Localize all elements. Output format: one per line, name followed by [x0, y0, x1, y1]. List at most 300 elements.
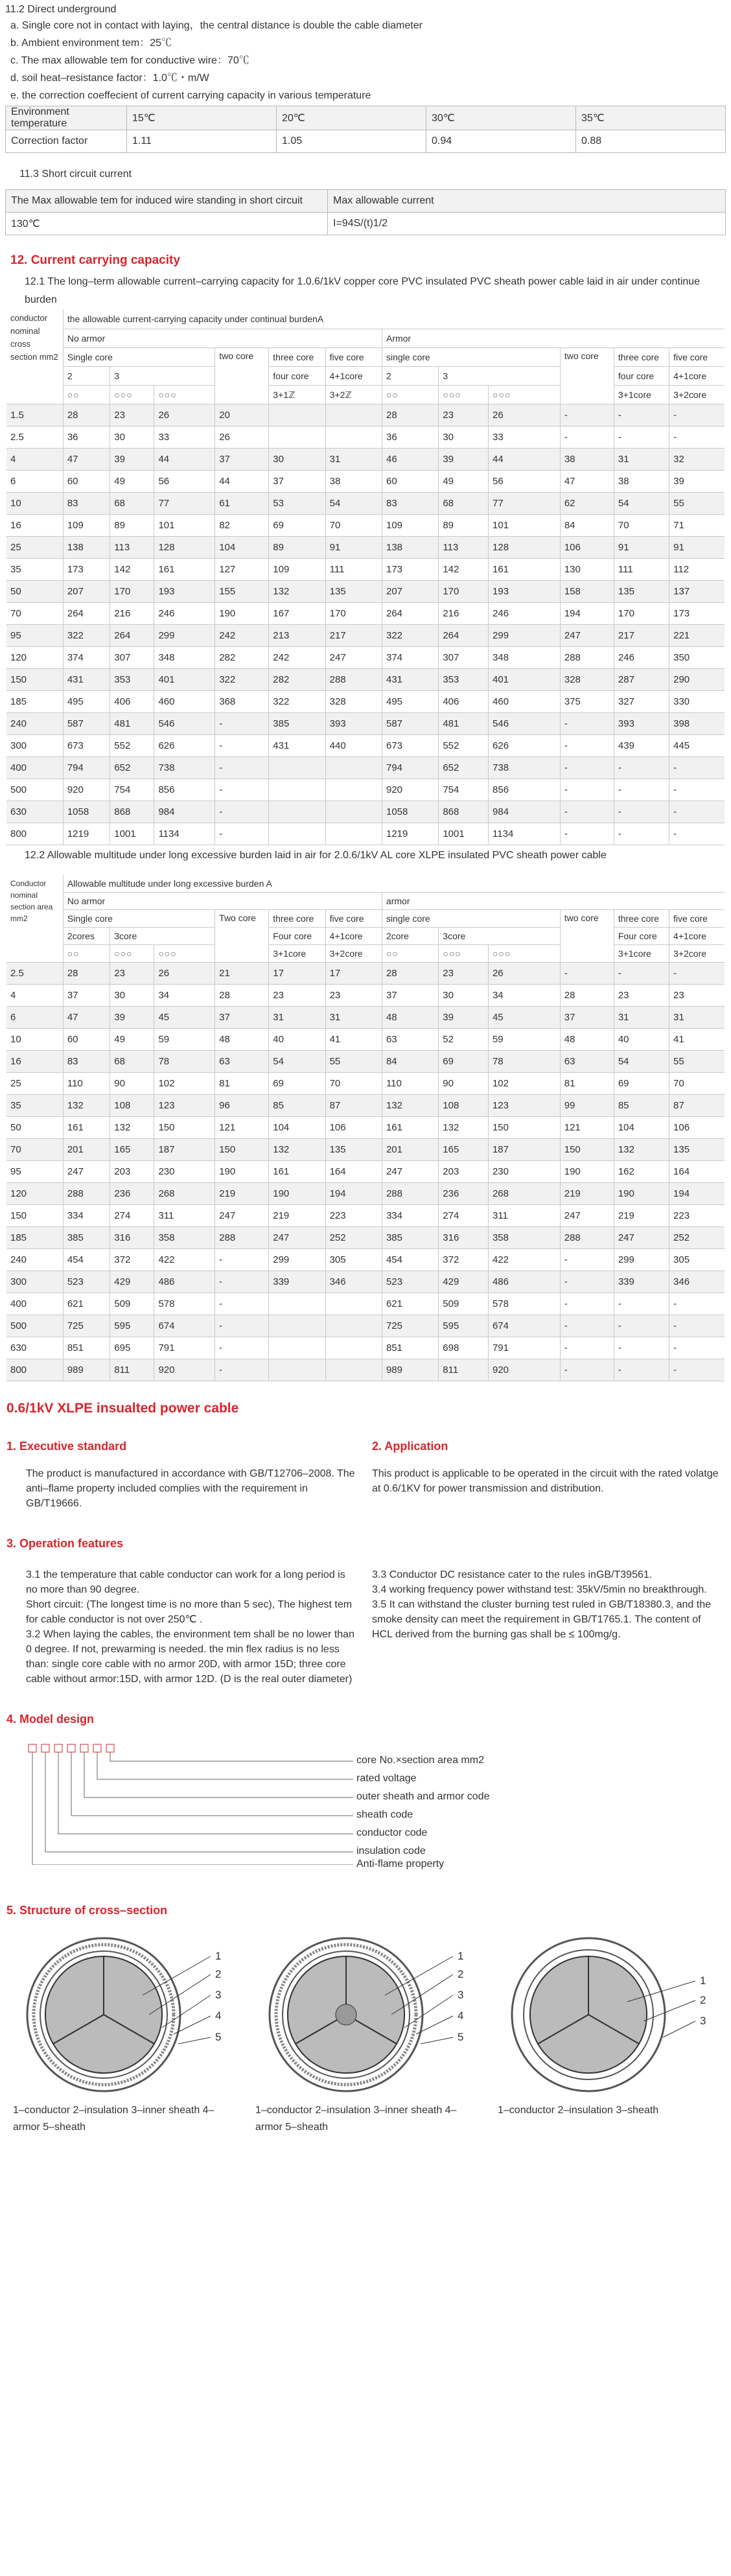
- table-cell: 68: [439, 493, 489, 515]
- model-label: conductor code: [356, 1827, 428, 1838]
- table-cell: 132: [614, 1139, 669, 1161]
- table-cell: 158: [560, 581, 614, 603]
- table-cell: -: [215, 1337, 269, 1359]
- table1-caption: 12.1 The long–term allowable current–carrying capacity for 1.0.6/1kV copper core PVC insulated PVC sheath power cable laid in air under continue burden: [25, 276, 701, 305]
- table-cell: [325, 1315, 382, 1337]
- caption: 1–conductor 2–insulation 3–inner sheath 4–armor 5–sheath: [13, 2105, 215, 2133]
- table-cell: -: [669, 823, 725, 845]
- cross-section-diagrams: [0, 1930, 731, 2136]
- table-cell: 78: [154, 1051, 215, 1073]
- table-row: [6, 559, 725, 581]
- header-two: Two core: [215, 910, 269, 963]
- table-cell: 185: [6, 691, 63, 713]
- table-cell: 170: [110, 581, 154, 603]
- table-row: [6, 515, 725, 537]
- table-cell: 299: [614, 1249, 669, 1271]
- table-cell: 47: [63, 449, 110, 471]
- conditions-list: [5, 16, 726, 106]
- caption: 1–conductor 2–insulation 3–inner sheath 4–armor 5–sheath: [255, 2105, 457, 2133]
- table-cell: -: [614, 1315, 669, 1337]
- table-cell: 84: [382, 1051, 438, 1073]
- table-row: [6, 1095, 725, 1117]
- table-cell: 55: [325, 1051, 382, 1073]
- op-left-2: Short circuit: (The longest time is no more than 5 sec), The highest tem for cable conductor is not over 250℃ .: [26, 1599, 353, 1625]
- table-cell: 920: [154, 1359, 215, 1381]
- table-cell: 89: [269, 537, 325, 559]
- table-row: [6, 1073, 725, 1095]
- list-item: a. Single core not in contact with laying，the central distance is double the cable diameter: [10, 20, 423, 31]
- label-number: 1: [700, 1974, 706, 1987]
- header-fourcore: four core: [269, 367, 325, 386]
- table-cell: 87: [669, 1095, 725, 1117]
- table-cell: 87: [325, 1095, 382, 1117]
- table-cell: 630: [6, 801, 63, 823]
- table-cell: -: [560, 713, 614, 735]
- table-row: [6, 603, 725, 625]
- table-cell: 920: [382, 779, 438, 801]
- header-single: Single core: [63, 910, 215, 928]
- table-cell: 1219: [63, 823, 110, 845]
- table-row: [6, 669, 725, 691]
- table-cell: 246: [614, 647, 669, 669]
- table-cell: 626: [154, 735, 215, 757]
- table-cell: 252: [669, 1227, 725, 1249]
- table-cell: 311: [488, 1205, 560, 1227]
- table-cell: Max allowable current: [328, 190, 726, 213]
- table-cell: 23: [110, 963, 154, 985]
- table-cell: 811: [439, 1359, 489, 1381]
- list-item: b. Ambient environment tem：25℃: [10, 38, 172, 49]
- table-cell: 868: [110, 801, 154, 823]
- table-cell: 216: [110, 603, 154, 625]
- table-cell: 109: [382, 515, 438, 537]
- table-cell: 95: [6, 625, 63, 647]
- table-cell: [269, 404, 325, 427]
- label-number: 5: [215, 2031, 222, 2043]
- list-item: d. soil heat–resistance factor：1.0℃・m/W: [10, 73, 209, 84]
- header-fourone2: 4+1core: [669, 928, 725, 945]
- table-cell: 150: [6, 1205, 63, 1227]
- table-cell: 132: [269, 1139, 325, 1161]
- table-cell: 219: [614, 1205, 669, 1227]
- table-cell: 0.88: [576, 130, 726, 153]
- table-cell: 120: [6, 1183, 63, 1205]
- table-cell: 62: [560, 493, 614, 515]
- table-cell: 791: [154, 1337, 215, 1359]
- table-cell: 328: [325, 691, 382, 713]
- table-cell: 70: [6, 1139, 63, 1161]
- header-a31: 3+1core: [614, 945, 669, 963]
- table-cell: -: [669, 963, 725, 985]
- table-cell: 240: [6, 713, 63, 735]
- table-cell: 481: [439, 713, 489, 735]
- table-cell: 130℃: [6, 213, 328, 235]
- table-cell: 81: [560, 1073, 614, 1095]
- table-cell: 113: [439, 537, 489, 559]
- table-cell: 132: [63, 1095, 110, 1117]
- table-cell: 500: [6, 1315, 63, 1337]
- table-cell: 26: [154, 404, 215, 427]
- table-cell: -: [614, 823, 669, 845]
- table-cell: 137: [669, 581, 725, 603]
- table-cell: 322: [382, 625, 438, 647]
- table-cell: 53: [269, 493, 325, 515]
- header-t32: 3+2ℤ: [325, 386, 382, 404]
- table-cell: 37: [215, 1007, 269, 1029]
- table-cell: 595: [439, 1315, 489, 1337]
- table-cell: 6: [6, 1007, 63, 1029]
- table-cell: 201: [63, 1139, 110, 1161]
- table-cell: 201: [382, 1139, 438, 1161]
- table-cell: 45: [154, 1007, 215, 1029]
- table-cell: 68: [110, 493, 154, 515]
- table-cell: 28: [560, 985, 614, 1007]
- table-cell: 138: [382, 537, 438, 559]
- table-cell: 20℃: [277, 106, 426, 130]
- table-cell: [325, 1359, 382, 1381]
- table-cell: 135: [669, 1139, 725, 1161]
- table-cell: 401: [154, 669, 215, 691]
- table-cell: 546: [154, 713, 215, 735]
- table-cell: 33: [489, 427, 561, 449]
- header-single2: single core: [382, 348, 560, 367]
- table-cell: 406: [110, 691, 154, 713]
- table-cell: 39: [110, 1007, 154, 1029]
- table-cell: 193: [154, 581, 215, 603]
- label-number: 2: [458, 1968, 464, 1980]
- table-cell: 851: [382, 1337, 438, 1359]
- header-armor: armor: [382, 893, 725, 910]
- section-11-2-title: 11.2 Direct underground: [5, 4, 117, 15]
- table-cell: -: [614, 1293, 669, 1315]
- table-cell: 68: [110, 1051, 154, 1073]
- header-fourone: 4+1core: [325, 367, 382, 386]
- table-cell: 282: [215, 647, 269, 669]
- table-cell: 35: [6, 1095, 63, 1117]
- table-cell: 101: [489, 515, 561, 537]
- header-armor: Armor: [382, 329, 725, 348]
- table-cell: 984: [154, 801, 215, 823]
- table-cell: 439: [614, 735, 669, 757]
- table-cell: 920: [63, 779, 110, 801]
- table-cell: 725: [382, 1315, 438, 1337]
- table-cell: 578: [488, 1293, 560, 1315]
- table-row: [6, 427, 725, 449]
- table-cell: -: [614, 1359, 669, 1381]
- table-cell: 247: [269, 1227, 325, 1249]
- table-cell: 194: [560, 603, 614, 625]
- table-cell: 77: [489, 493, 561, 515]
- table-cell: 385: [382, 1227, 438, 1249]
- table-cell: 101: [154, 515, 215, 537]
- table-row: [6, 1007, 725, 1029]
- table-cell: [325, 1337, 382, 1359]
- table-cell: 856: [154, 779, 215, 801]
- table-cell: 69: [269, 515, 325, 537]
- table-row: [6, 1139, 725, 1161]
- table-cell: -: [215, 779, 269, 801]
- table-cell: 358: [488, 1227, 560, 1249]
- table-cell: 264: [382, 603, 438, 625]
- table-cell: 108: [439, 1095, 489, 1117]
- table-cell: 150: [560, 1139, 614, 1161]
- table-cell: 135: [325, 581, 382, 603]
- table-cell: [269, 427, 325, 449]
- table-cell: 247: [325, 647, 382, 669]
- table-cell: 138: [63, 537, 110, 559]
- table-cell: 213: [269, 625, 325, 647]
- table-cell: 50: [6, 1117, 63, 1139]
- table-cell: 725: [63, 1315, 110, 1337]
- table-cell: 161: [382, 1117, 438, 1139]
- table-cell: 264: [63, 603, 110, 625]
- table-cell: 135: [614, 581, 669, 603]
- table-cell: 217: [325, 625, 382, 647]
- table-cell: 288: [325, 669, 382, 691]
- table-cell: 40: [614, 1029, 669, 1051]
- table-cell: 194: [669, 1183, 725, 1205]
- table-cell: 170: [614, 603, 669, 625]
- table-cell: 385: [63, 1227, 110, 1249]
- label-number: 3: [215, 1989, 222, 2001]
- table-cell: -: [560, 1249, 614, 1271]
- table-cell: 630: [6, 1337, 63, 1359]
- table-cell: 219: [215, 1183, 269, 1205]
- table-cell: 246: [154, 603, 215, 625]
- table-cell: [325, 779, 382, 801]
- header-fourcore: Four core: [269, 928, 325, 945]
- table-cell: 39: [110, 449, 154, 471]
- model-design-diagram: [26, 1742, 731, 1869]
- table-cell: 164: [325, 1161, 382, 1183]
- table-cell: 70: [6, 603, 63, 625]
- table-cell: 91: [614, 537, 669, 559]
- table-cell: 989: [63, 1359, 110, 1381]
- table-cell: 1.05: [277, 130, 426, 153]
- model-label: outer sheath and armor code: [356, 1791, 490, 1802]
- table-cell: 240: [6, 1249, 63, 1271]
- table-cell: 368: [215, 691, 269, 713]
- table-cell: 142: [110, 559, 154, 581]
- table-cell: 400: [6, 1293, 63, 1315]
- table-cell: -: [560, 779, 614, 801]
- op-left-1: 3.1 the temperature that cable conductor can work for a long period is no more than 90 degree.: [26, 1569, 345, 1595]
- header-t31: 3+1ℤ: [269, 386, 325, 404]
- header-two2: two core: [560, 348, 614, 404]
- table-cell: 113: [110, 537, 154, 559]
- table-row: [6, 985, 725, 1007]
- table-cell: 290: [669, 669, 725, 691]
- model-label: insulation code: [356, 1845, 426, 1856]
- table-cell: 299: [269, 1249, 325, 1271]
- table-cell: 236: [439, 1183, 489, 1205]
- table-cell: 247: [215, 1205, 269, 1227]
- table-cell: 868: [439, 801, 489, 823]
- table-cell: 173: [63, 559, 110, 581]
- table-cell: 300: [6, 735, 63, 757]
- table-row: [6, 625, 725, 647]
- table-row: [6, 823, 725, 845]
- table-cell: 10: [6, 1029, 63, 1051]
- table-cell: 82: [215, 515, 269, 537]
- table-cell: -: [614, 404, 669, 427]
- table-cell: 132: [382, 1095, 438, 1117]
- table-cell: 30: [269, 449, 325, 471]
- table-row: [6, 735, 725, 757]
- table-cell: 31: [325, 1007, 382, 1029]
- table-cell: -: [560, 427, 614, 449]
- table-cell: 30: [110, 427, 154, 449]
- table-cell: 26: [489, 404, 561, 427]
- table-cell: -: [560, 757, 614, 779]
- table-cell: 422: [488, 1249, 560, 1271]
- circles-icon: ○○: [382, 945, 438, 963]
- table-cell: 431: [382, 669, 438, 691]
- multitude-table: [6, 875, 725, 1381]
- table-cell: [269, 1315, 325, 1337]
- table-cell: 25: [6, 537, 63, 559]
- table-cell: 754: [439, 779, 489, 801]
- triangle-circles-icon: ○○○: [110, 945, 154, 963]
- table-cell: 187: [154, 1139, 215, 1161]
- table-cell: 393: [614, 713, 669, 735]
- table-cell: 307: [439, 647, 489, 669]
- table-cell: 236: [110, 1183, 154, 1205]
- table-cell: -: [215, 757, 269, 779]
- table-cell: 83: [63, 493, 110, 515]
- table-cell: 523: [382, 1271, 438, 1293]
- table-cell: 1058: [382, 801, 438, 823]
- label-number: 4: [458, 2009, 464, 2022]
- table-cell: 1001: [110, 823, 154, 845]
- table-cell: 120: [6, 647, 63, 669]
- table-cell: 374: [63, 647, 110, 669]
- table-cell: -: [560, 1359, 614, 1381]
- table-cell: -: [614, 427, 669, 449]
- table-cell: 165: [110, 1139, 154, 1161]
- table-cell: 305: [669, 1249, 725, 1271]
- table-cell: 104: [614, 1117, 669, 1139]
- table-cell: 36: [63, 427, 110, 449]
- table-row: [6, 1315, 725, 1337]
- table-row: [6, 449, 725, 471]
- table-cell: 440: [325, 735, 382, 757]
- table-cell: 274: [110, 1205, 154, 1227]
- table-cell: 70: [614, 515, 669, 537]
- table-cell: -: [560, 735, 614, 757]
- table-cell: 1001: [439, 823, 489, 845]
- table-cell: 47: [560, 471, 614, 493]
- table-cell: 84: [560, 515, 614, 537]
- table-cell: 104: [269, 1117, 325, 1139]
- table-cell: 2.5: [6, 963, 63, 985]
- header-two2: two core: [560, 910, 614, 963]
- table-cell: -: [560, 823, 614, 845]
- table-cell: 83: [63, 1051, 110, 1073]
- cross-section-3: [498, 1930, 718, 2136]
- table-cell: 167: [269, 603, 325, 625]
- table-cell: 800: [6, 1359, 63, 1381]
- table-cell: 1058: [63, 801, 110, 823]
- table-cell: 142: [439, 559, 489, 581]
- table-cell: -: [215, 735, 269, 757]
- header-five: five core: [325, 910, 382, 928]
- table-cell: 32: [669, 449, 725, 471]
- table-cell: [325, 757, 382, 779]
- table-cell: 91: [325, 537, 382, 559]
- table-cell: 652: [439, 757, 489, 779]
- header-conductor: conductor nominal cross section mm2: [6, 309, 63, 404]
- table-cell: 393: [325, 713, 382, 735]
- table-cell: 109: [63, 515, 110, 537]
- table-cell: 621: [63, 1293, 110, 1315]
- table-cell: 112: [669, 559, 725, 581]
- table-cell: -: [669, 1359, 725, 1381]
- table-cell: 305: [325, 1249, 382, 1271]
- table-cell: 28: [215, 985, 269, 1007]
- table-cell: [269, 757, 325, 779]
- table-row: [6, 713, 725, 735]
- exec-standard-title: 1. Executive standard: [6, 1440, 127, 1453]
- table-cell: 41: [325, 1029, 382, 1051]
- table-cell: 552: [439, 735, 489, 757]
- table-cell: 21: [215, 963, 269, 985]
- table-cell: 89: [439, 515, 489, 537]
- header-cores3b: 3core: [439, 928, 560, 945]
- header-t31: 3+1core: [269, 945, 325, 963]
- table-cell: 242: [215, 625, 269, 647]
- table-cell: 155: [215, 581, 269, 603]
- table-cell: 102: [154, 1073, 215, 1095]
- label-number: 5: [458, 2031, 464, 2043]
- table-cell: 2.5: [6, 427, 63, 449]
- table-cell: 851: [63, 1337, 110, 1359]
- table-cell: 1134: [154, 823, 215, 845]
- table-cell: 47: [63, 1007, 110, 1029]
- table-cell: 216: [439, 603, 489, 625]
- table-cell: 30: [439, 427, 489, 449]
- table-cell: 242: [269, 647, 325, 669]
- table-cell: 16: [6, 515, 63, 537]
- table-cell: 374: [382, 647, 438, 669]
- header-fourcore2: Four core: [614, 928, 669, 945]
- table-cell: 130: [560, 559, 614, 581]
- table-cell: 60: [382, 471, 438, 493]
- table-cell: 299: [489, 625, 561, 647]
- table-cell: 190: [215, 603, 269, 625]
- cross-section-2: [255, 1930, 476, 2136]
- table-cell: 1219: [382, 823, 438, 845]
- table-cell: -: [614, 963, 669, 985]
- table-cell: 300: [6, 1271, 63, 1293]
- table-cell: 41: [669, 1029, 725, 1051]
- table-cell: 385: [269, 713, 325, 735]
- table-cell: 52: [439, 1029, 489, 1051]
- table-cell: 372: [439, 1249, 489, 1271]
- table-cell: 219: [269, 1205, 325, 1227]
- table-cell: 30: [439, 985, 489, 1007]
- header-noarmor: No armor: [63, 329, 382, 348]
- table-row: [6, 1293, 725, 1315]
- table-cell: 106: [325, 1117, 382, 1139]
- list-item: e. the correction coeffecient of current carrying capacity in various temperature: [10, 90, 371, 101]
- table-cell: 162: [614, 1161, 669, 1183]
- table-cell: 31: [614, 1007, 669, 1029]
- table-cell: 190: [215, 1161, 269, 1183]
- table-cell: 59: [488, 1029, 560, 1051]
- label-number: 2: [700, 1994, 706, 2006]
- table-cell: 28: [382, 404, 438, 427]
